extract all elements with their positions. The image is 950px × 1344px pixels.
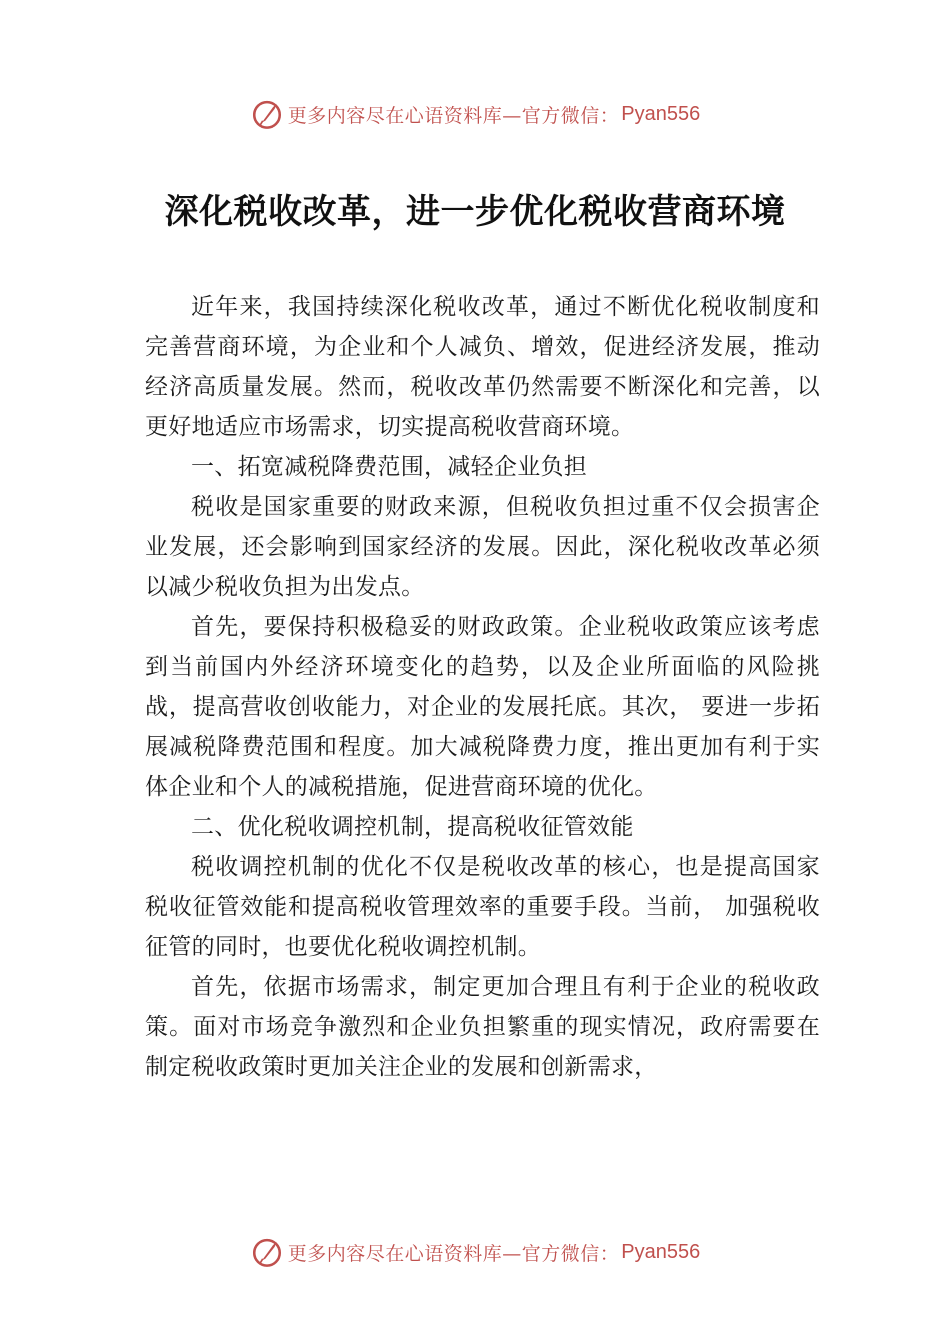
banner-text: 更多内容尽在心语资料库—官方微信： [287,104,620,127]
paragraph: 税收调控机制的优化不仅是税收改革的核心，也是提高国家税收征管效能和提高税收管理效率的重要手段。当前， 加强税收征管的同时，也要优化税收调控机制。 [145,854,820,960]
banner-wechat-id: Pyan556 [621,102,701,125]
section-heading-2: 二、优化税收调控机制，提高税收征管效能 [191,814,634,840]
document-body [145,287,820,1087]
quill-pen-logo-icon [250,1235,284,1269]
paragraph: 首先，依据市场需求，制定更加合理且有利于企业的税收政策。面对市场竞争激烈和企业负担繁重的现实情况，政府需要在制定税收政策时更加关注企业的发展和创新需求， [145,974,820,1080]
section-heading-1: 一、拓宽减税降费范围，减轻企业负担 [191,454,588,480]
banner-text: 更多内容尽在心语资料库—官方微信： [287,1242,620,1265]
paragraph: 首先，要保持积极稳妥的财政政策。企业税收政策应该考虑到当前国内外经济环境变化的趋势，以及企业所面临的风险挑战，提高营收创收能力，对企业的发展托底。其次， 要进一步拓展减税降费范围和程度。加大减税降费力度，推出更加有利于实体企业和个人的减税措施，促进营商环境的优化。 [145,614,820,800]
footer-watermark-banner [0,1232,950,1272]
header-watermark-banner [0,94,950,134]
paragraph-intro: 近年来，我国持续深化税收改革，通过不断优化税收制度和完善营商环境，为企业和个人减负、增效，促进经济发展，推动经济高质量发展。然而，税收改革仍然需要不断深化和完善，以更好地适应市场需求，切实提高税收营商环境。 [145,294,820,440]
document-title: 深化税收改革，进一步优化税收营商环境 [164,192,786,232]
quill-pen-logo-icon [250,97,284,131]
banner-wechat-id: Pyan556 [621,1240,701,1263]
paragraph: 税收是国家重要的财政来源，但税收负担过重不仅会损害企业发展，还会影响到国家经济的发展。因此，深化税收改革必须以减少税收负担为出发点。 [145,494,820,600]
